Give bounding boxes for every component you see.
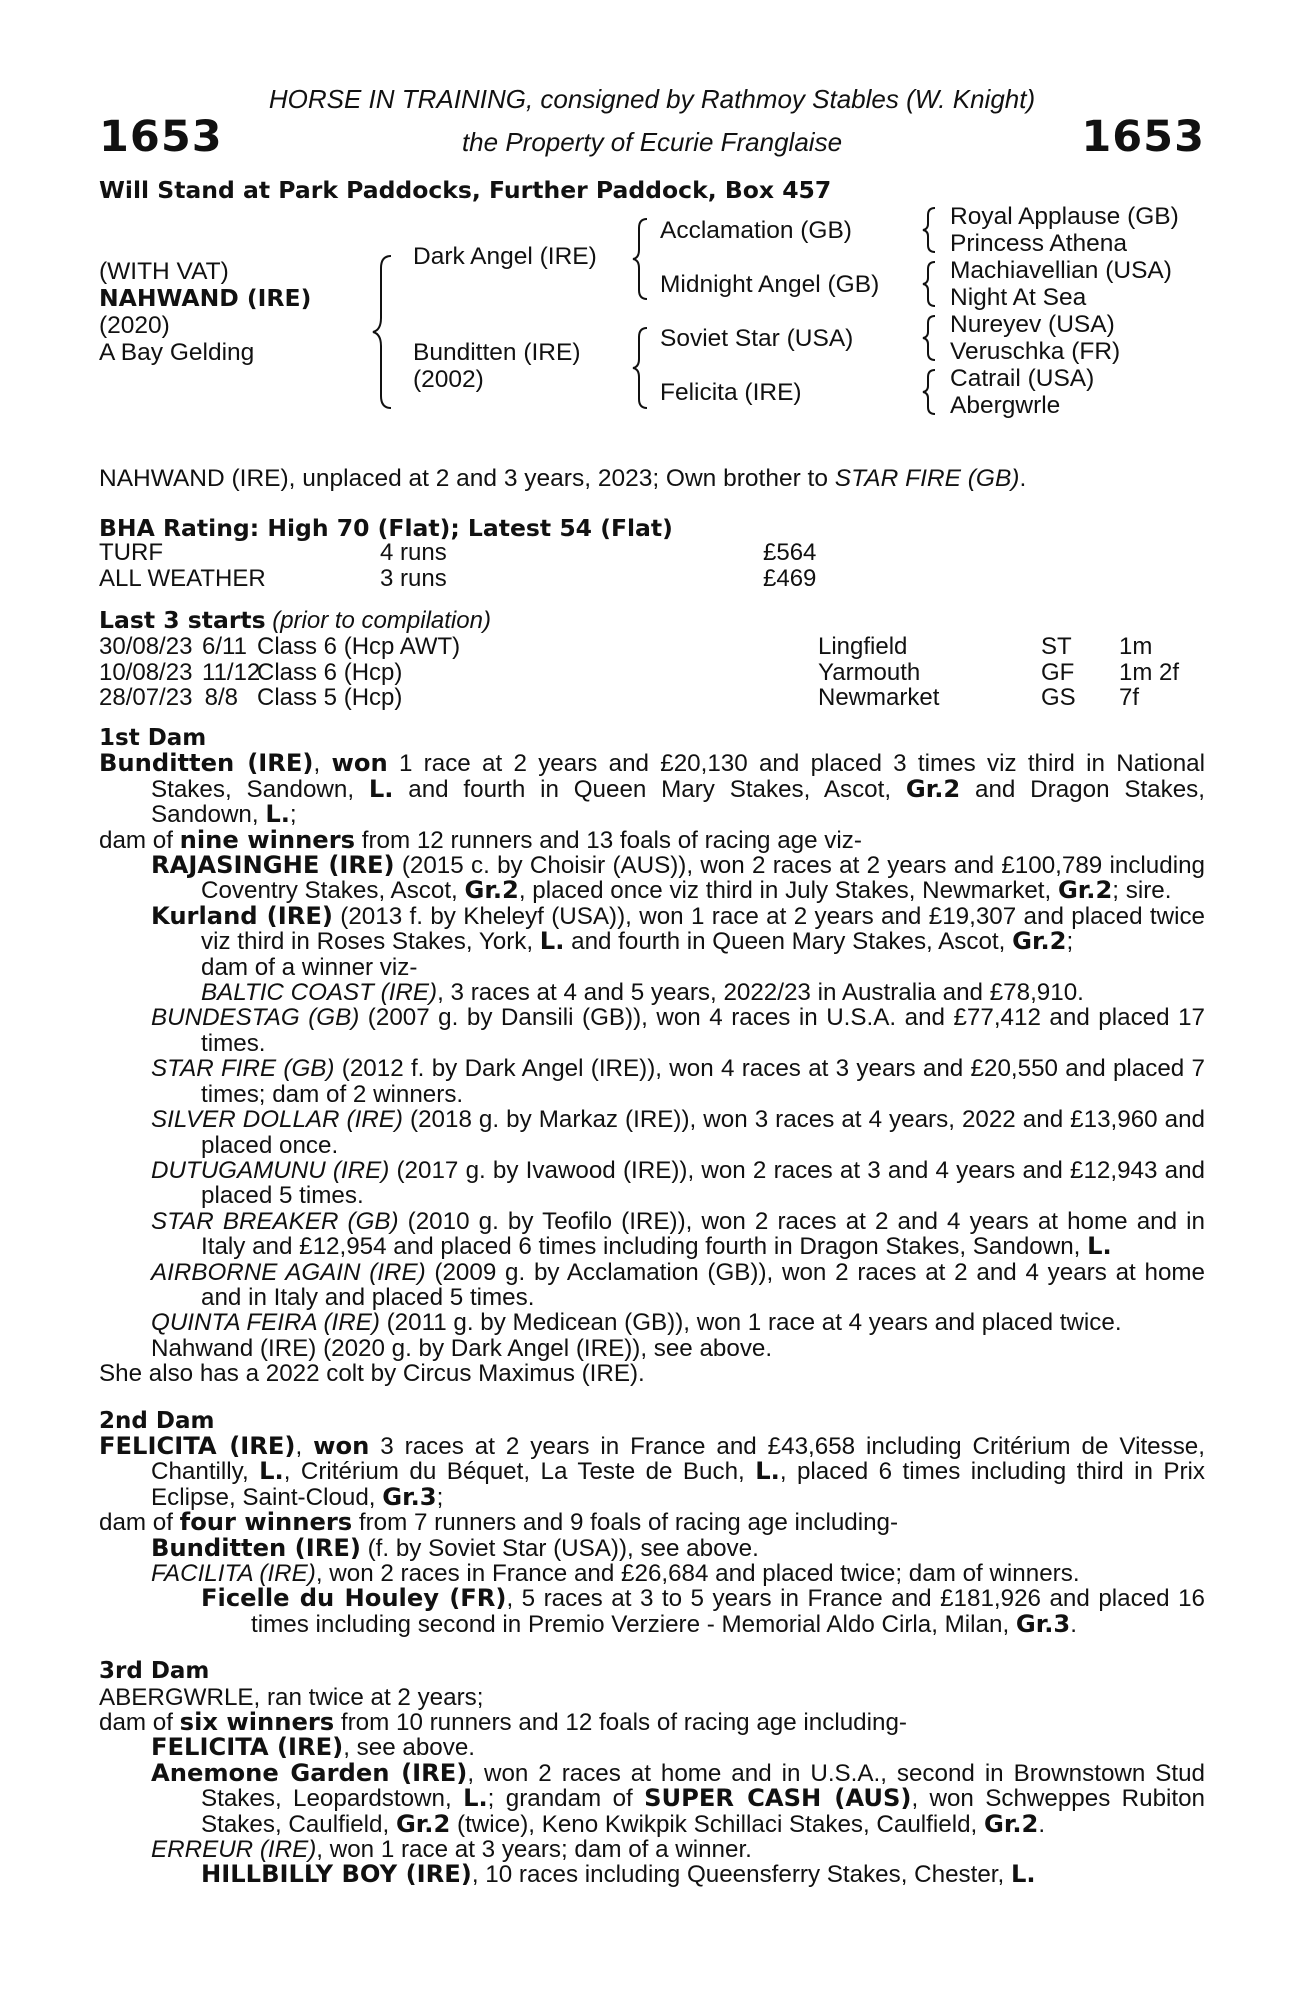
won-label: won <box>331 749 388 778</box>
produce-name: HILLBILLY BOY (IRE) <box>201 1860 472 1889</box>
start-date: 28/07/23 <box>99 684 193 711</box>
prize: £564 <box>763 539 817 566</box>
surface: ALL WEATHER <box>99 564 266 592</box>
start-class: Class 6 (Hcp) <box>257 658 403 686</box>
won-label: won <box>313 1431 370 1460</box>
produce-entry <box>99 1758 1206 1838</box>
listed-mark: L. <box>463 1784 488 1813</box>
horse-block <box>99 258 311 366</box>
produce-name: STAR FIRE (GB) <box>151 1055 335 1083</box>
record-text: (2009 g. by Acclamation (GB)), won 2 races at 2 and 4 years at home and in Italy and placed 5 times. <box>201 1258 1206 1311</box>
produce-entry <box>99 1260 1205 1311</box>
rating-table <box>99 540 1205 591</box>
sire-dam: Midnight Angel (GB) <box>660 271 880 298</box>
record-text: dam of <box>99 1509 180 1537</box>
ggp-4: Night At Sea <box>950 284 1087 311</box>
second-dam-record: FELICITA (IRE), won 3 races at 2 years in France and £43,658 including Critérium de Vitesse, Chantilly, L., Critérium du Béquet, La Teste de Buch, L., placed 6 times including third in Prix Eclipse, Saint-Cloud, Gr.3; <box>99 1431 1205 1511</box>
listed-mark: L. <box>265 800 290 829</box>
listed-mark: L. <box>539 927 565 956</box>
record-text: (f. by Soviet Star (USA)), see above. <box>360 1534 759 1562</box>
first-dam-record: Bunditten (IRE), won 1 race at 2 years and £20,130 and placed 3 times viz third in National Stakes, Sandown, L. and fourth in Queen Mary Stakes, Ascot, Gr.2 and Dragon Stakes, Sandown, L.; <box>99 749 1205 829</box>
produce-entry <box>99 901 1205 956</box>
runs: 3 runs <box>380 564 447 592</box>
horse-name: NAHWAND (IRE) <box>99 284 312 312</box>
consignment-line: HORSE IN TRAINING, consigned by Rathmoy Stables (W. Knight) <box>268 84 1036 114</box>
dam-name: FELICITA (IRE) <box>99 1431 296 1460</box>
sire: Dark Angel (IRE) <box>413 243 597 270</box>
brace-parents <box>369 252 399 412</box>
listed-mark: L. <box>259 1457 284 1486</box>
prize: £469 <box>763 564 817 592</box>
produce-entry <box>99 1837 1205 1862</box>
start-distance: 1m <box>1119 633 1153 660</box>
vat-label: (WITH VAT) <box>99 258 229 285</box>
record-text: , see above. <box>343 1734 476 1762</box>
produce-entry <box>99 1107 1205 1158</box>
produce-entry <box>99 1735 1205 1760</box>
produce-name: ERREUR (IRE) <box>151 1836 317 1864</box>
start-row <box>99 660 1205 686</box>
ggp-2: Princess Athena <box>950 230 1128 257</box>
brace-sire-side <box>629 216 651 302</box>
lot-number-right: 1653 <box>1081 112 1205 162</box>
surface: TURF <box>99 539 163 566</box>
start-course: Yarmouth <box>818 658 921 686</box>
produce-entry <box>99 853 1205 904</box>
third-dam-heading: 3rd Dam <box>99 1658 210 1685</box>
record-text: . <box>1070 1610 1077 1638</box>
brace-g78 <box>919 367 939 417</box>
start-course: Lingfield <box>818 633 908 660</box>
sire-sire: Acclamation (GB) <box>660 217 852 244</box>
summary-sibling: STAR FIRE (GB) <box>834 465 1020 492</box>
record-text: from 12 runners and 13 foals of racing age viz- <box>355 826 862 854</box>
stand-location: Will Stand at Park Paddocks, Further Paddock, Box 457 <box>99 176 832 204</box>
record-text: , won 2 races in France and £26,684 and placed twice; dam of winners. <box>315 1560 1080 1587</box>
group-mark: Gr.3 <box>1015 1609 1071 1638</box>
first-dam-produce-intro <box>99 825 1205 854</box>
record-text: (twice), Keno Kwikpik Schillaci Stakes, Caulfield, <box>450 1810 984 1838</box>
group-mark: Gr.3 <box>382 1482 437 1511</box>
record-text: , Critérium du Béquet, La Teste de Buch, <box>283 1458 756 1486</box>
record-text: , won 2 races at home and in U.S.A., second in Brownstown Stud Stakes, Leopardstown, <box>201 1759 1205 1813</box>
start-date: 30/08/23 <box>99 633 193 660</box>
record-text: (2017 g. by Ivawood (IRE)), won 2 races at 3 and 4 years and £12,943 and placed 5 times. <box>201 1156 1205 1210</box>
also-note: She also has a 2022 colt by Circus Maximus (IRE). <box>99 1360 645 1388</box>
produce-name: RAJASINGHE (IRE) <box>151 851 395 880</box>
ggp-5: Nureyev (USA) <box>950 311 1115 338</box>
produce-entry <box>99 1056 1205 1107</box>
record-text: and fourth in Queen Mary Stakes, Ascot, <box>393 775 906 803</box>
record-text: ; grandam of <box>487 1785 645 1813</box>
record-text: 3 races at 2 years in France and £43,658 including Critérium de Vitesse, Chantilly, <box>151 1432 1205 1486</box>
brace-dam-side <box>629 325 651 411</box>
produce-name: SILVER DOLLAR (IRE) <box>151 1106 403 1134</box>
produce-name: FACILITA (IRE) <box>151 1560 316 1587</box>
summary-end: . <box>1019 465 1027 492</box>
third-dam-produce-intro <box>99 1710 1205 1735</box>
ggp-6: Veruschka (FR) <box>950 338 1121 365</box>
dam-year: (2002) <box>413 366 484 393</box>
listed-mark: L. <box>1010 1860 1036 1889</box>
last-starts-title: Last 3 starts <box>99 606 266 634</box>
second-dam-heading: 2nd Dam <box>99 1407 215 1434</box>
record-text: ; <box>1066 928 1074 956</box>
produce-name: BUNDESTAG (GB) <box>151 1004 360 1032</box>
bha-rating-title: BHA Rating: High 70 (Flat); Latest 54 (Flat) <box>99 514 673 542</box>
property-line: the Property of Ecurie Franglaise <box>461 127 843 157</box>
last-starts-table <box>99 634 1205 711</box>
record-text: (2012 f. by Dark Angel (IRE)), won 4 races at 3 years and £20,550 and placed 7 times; dam of 2 winners. <box>201 1055 1205 1108</box>
record-text: 1 race at 2 years and £20,130 and placed 3 times viz third in National Stakes, Sandown, <box>151 750 1205 803</box>
produce-entry <box>99 1561 1205 1586</box>
produce-entry <box>99 1209 1205 1260</box>
produce-name: STAR BREAKER (GB) <box>151 1207 399 1235</box>
record-text: (2007 g. by Dansili (GB)), won 4 races in U.S.A. and £77,412 and placed 17 times. <box>201 1004 1205 1057</box>
record-text: , 5 races at 3 to 5 years in France and £181,926 and placed 16 times including second in Premio Verziere - Memorial Aldo Cirla, Milan, <box>251 1585 1206 1638</box>
group-mark: Gr.2 <box>464 876 519 905</box>
produce-name: Anemone Garden (IRE) <box>151 1758 468 1787</box>
record-text: (2010 g. by Teofilo (IRE)), won 2 races at 2 and 4 years at home and in Italy and £12,954 and placed 6 times including fourth in Dragon Stakes, Sandown, <box>201 1207 1205 1261</box>
start-position: 6/11 <box>202 633 247 660</box>
record-text: , placed once viz third in July Stakes, Newmarket, <box>518 877 1058 905</box>
winners-count: six winners <box>179 1708 335 1737</box>
ggp-8: Abergwrle <box>950 392 1061 419</box>
produce-entry <box>99 1310 1205 1335</box>
dam-name: Bunditten (IRE) <box>99 749 314 778</box>
record-text: , won 1 race at 3 years; dam of a winner. <box>316 1836 752 1864</box>
produce-subline: dam of a winner viz- <box>201 953 418 981</box>
record-text: , placed 6 times including third in Prix Eclipse, Saint-Cloud, <box>151 1458 1205 1511</box>
last-starts-heading <box>99 606 491 635</box>
record-text: , 10 races including Queensferry Stakes, Chester, <box>471 1861 1011 1889</box>
start-position: 11/12 <box>202 658 261 686</box>
produce-entry: Nahwand (IRE) (2020 g. by Dark Angel (IRE)), see above. <box>151 1334 773 1362</box>
record-text: , 3 races at 4 and 5 years, 2022/23 in Australia and £78,910. <box>437 979 1084 1007</box>
start-course: Newmarket <box>818 684 940 711</box>
second-dam-produce-intro <box>99 1510 1205 1535</box>
record-text: (2011 g. by Medicean (GB)), won 1 race at 4 years and placed twice. <box>379 1309 1122 1337</box>
start-position: 8/8 <box>204 684 238 711</box>
group-mark: Gr.2 <box>395 1809 451 1838</box>
listed-mark: L. <box>1087 1232 1112 1261</box>
ggp-1: Royal Applause (GB) <box>950 203 1179 230</box>
produce-name: Bunditten (IRE) <box>151 1533 361 1562</box>
lot-number-left: 1653 <box>99 112 223 162</box>
summary-text: NAHWAND (IRE), unplaced at 2 and 3 years, 2023; Own brother to <box>99 465 835 492</box>
grandproduce-entry <box>99 980 1205 1005</box>
dam: Bunditten (IRE) <box>413 339 581 366</box>
record-text: ; <box>436 1483 444 1511</box>
grandproduce-entry <box>99 1862 1205 1887</box>
record-text: , won Schweppes Rubiton Stakes, Caulfield, <box>201 1785 1206 1838</box>
record-text: ; sire. <box>1112 877 1172 905</box>
grandproduce-entry <box>99 1586 1205 1637</box>
record-text: . <box>1038 1810 1046 1838</box>
start-going: GF <box>1041 658 1075 686</box>
record-text: dam of <box>99 826 180 854</box>
produce-name: AIRBORNE AGAIN (IRE) <box>151 1258 426 1286</box>
record-text: and Dragon Stakes, Sandown, <box>151 775 1205 829</box>
record-text: (2013 f. by Kheleyf (USA)), won 1 race at 2 years and £19,307 and placed twice viz third in Roses Stakes, York, <box>201 902 1205 956</box>
record-text: and fourth in Queen Mary Stakes, Ascot, <box>564 928 1013 956</box>
runs: 4 runs <box>380 539 447 566</box>
ggp-7: Catrail (USA) <box>950 365 1095 392</box>
ggp-3: Machiavellian (USA) <box>950 257 1172 284</box>
start-class: Class 5 (Hcp) <box>257 684 403 711</box>
listed-mark: L. <box>755 1457 780 1486</box>
record-text: from 7 runners and 9 foals of racing age including- <box>352 1509 899 1537</box>
start-going: ST <box>1041 633 1072 660</box>
racing-summary <box>99 466 1026 492</box>
start-row <box>99 685 1205 711</box>
produce-name: SUPER CASH (AUS) <box>644 1784 912 1813</box>
record-text: (2018 g. by Markaz (IRE)), won 3 races at 4 years, 2022 and £13,960 and placed once. <box>201 1106 1206 1159</box>
produce-entry <box>99 1158 1205 1209</box>
winners-count: nine winners <box>179 825 356 854</box>
listed-mark: L. <box>368 774 394 803</box>
brace-g56 <box>919 313 939 363</box>
horse-description: A Bay Gelding <box>99 339 255 366</box>
start-distance: 1m 2f <box>1119 658 1180 686</box>
brace-g12 <box>919 205 939 255</box>
record-text: from 10 runners and 12 foals of racing age including- <box>334 1709 907 1737</box>
produce-entry <box>99 1533 1205 1562</box>
produce-name: Kurland (IRE) <box>151 901 333 930</box>
record-text: ; <box>289 801 297 829</box>
grandparents-column <box>950 203 1179 419</box>
produce-name: BALTIC COAST (IRE) <box>201 979 438 1007</box>
start-row <box>99 634 1205 660</box>
last-starts-note: (prior to compilation) <box>272 607 491 634</box>
record-text: dam of <box>99 1709 180 1737</box>
winners-count: four winners <box>179 1508 353 1537</box>
record-text: (2015 c. by Choisir (AUS)), won 2 races at 2 years and £100,789 including Coventry Stakes, Ascot, <box>201 852 1205 905</box>
rating-row <box>99 540 1205 566</box>
produce-name: Ficelle du Houley (FR) <box>201 1584 507 1613</box>
start-going: GS <box>1041 684 1076 711</box>
produce-entry <box>99 1005 1205 1056</box>
start-distance: 7f <box>1119 684 1140 711</box>
produce-name: QUINTA FEIRA (IRE) <box>151 1309 380 1337</box>
rating-row <box>99 566 1205 592</box>
start-class: Class 6 (Hcp AWT) <box>257 633 461 660</box>
horse-year: (2020) <box>99 312 170 339</box>
group-mark: Gr.2 <box>984 1809 1039 1838</box>
brace-g34 <box>919 259 939 309</box>
start-date: 10/08/23 <box>99 658 193 686</box>
dam-sections <box>99 726 1205 1888</box>
group-mark: Gr.2 <box>1012 927 1067 956</box>
produce-name: FELICITA (IRE) <box>151 1733 344 1762</box>
first-dam-heading: 1st Dam <box>99 725 207 751</box>
group-mark: Gr.2 <box>1057 876 1113 905</box>
group-mark: Gr.2 <box>905 774 961 803</box>
dam-dam: Felicita (IRE) <box>660 379 802 406</box>
third-dam-record: ABERGWRLE, ran twice at 2 years; <box>99 1683 484 1711</box>
dam-sire: Soviet Star (USA) <box>660 325 854 352</box>
produce-name: DUTUGAMUNU (IRE) <box>151 1156 390 1184</box>
